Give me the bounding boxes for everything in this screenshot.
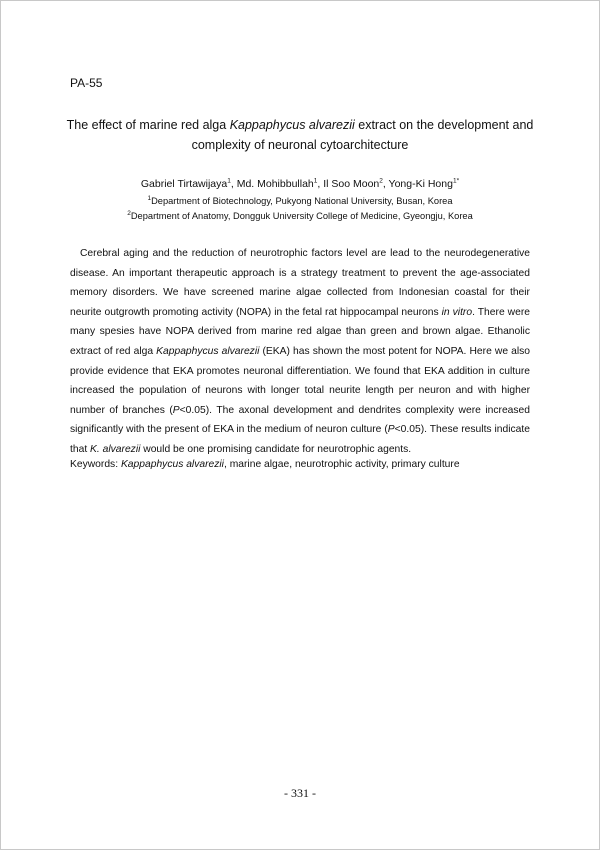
author-superscript: 1* bbox=[452, 177, 460, 185]
affiliation-superscript: 2 bbox=[127, 209, 131, 217]
paper-title bbox=[40, 115, 560, 155]
abstract-italic: P bbox=[172, 404, 180, 416]
keywords-label: Keywords: bbox=[70, 459, 121, 470]
affiliation-text: Department of Biotechnology, Pukyong National University, Busan, Korea bbox=[151, 196, 453, 206]
affiliation-1 bbox=[40, 194, 560, 208]
abstract-text: <0.05). These results indicate that bbox=[70, 424, 530, 455]
author-list bbox=[40, 176, 560, 192]
keyword-species: Kappaphycus alvarezii bbox=[120, 459, 224, 470]
abstract-body bbox=[70, 244, 530, 460]
affiliation-text: Department of Anatomy, Dongguk University College of Medicine, Gyeongju, Korea bbox=[130, 211, 473, 221]
author-superscript: 2 bbox=[379, 177, 383, 185]
abstract-italic: P bbox=[387, 424, 395, 436]
abstract-text: . There were many spesies have NOPA derived from marine red algae than green and brown algae. Ethanolic extract of red alga bbox=[70, 306, 530, 357]
abstract-text: would be one promising candidate for neurotrophic agents. bbox=[140, 443, 412, 455]
abstract-italic: in vitro bbox=[441, 306, 473, 318]
abstract-italic: Kappaphycus alvarezii bbox=[156, 345, 260, 357]
abstract-italic: K. alvarezii bbox=[90, 443, 141, 455]
title-part: extract on the development and complexity of neuronal cytoarchitecture bbox=[191, 118, 534, 152]
title-part: The effect of marine red alga bbox=[66, 118, 230, 132]
keywords-text: , marine algae, neurotrophic activity, primary culture bbox=[223, 459, 460, 470]
author-name: , Md. Mohibbullah bbox=[230, 178, 314, 190]
author-name: , Il Soo Moon bbox=[317, 178, 380, 190]
title-species: Kappaphycus alvarezii bbox=[229, 118, 355, 132]
keywords-line bbox=[70, 457, 540, 473]
abstract-code: PA-55 bbox=[70, 76, 103, 90]
affiliation-2 bbox=[40, 209, 560, 223]
page-number: - 331 - bbox=[284, 786, 316, 800]
abstract-text: (EKA) has shown the most potent for NOPA. Here we also provide evidence that EKA promotes neuronal differentiation. We found that EKA addition in culture increased the population of neurons with longer total neurite length per neuron and with higher number of branches ( bbox=[70, 345, 531, 416]
abstract-text: Cerebral aging and the reduction of neurotrophic factors level are lead to the neurodegenerative disease. An important therapeutic approach is a strategy treatment to prevent the age-associated memory disorders. We have screened marine algae collected from Indonesian coastal for their neurite outgrowth promoting activity (NOPA) in the fetal rat hippocampal neurons bbox=[70, 248, 530, 318]
author-name: Gabriel Tirtawijaya bbox=[140, 178, 228, 190]
author-superscript: 1 bbox=[227, 177, 231, 185]
author-name: , Yong-Ki Hong bbox=[382, 178, 453, 190]
abstract-text: <0.05). The axonal development and dendrites complexity were increased significantly with the present of EKA in the medium of neuron culture ( bbox=[70, 404, 531, 436]
author-superscript: 1 bbox=[313, 177, 318, 185]
affiliation-superscript: 1 bbox=[147, 194, 152, 202]
